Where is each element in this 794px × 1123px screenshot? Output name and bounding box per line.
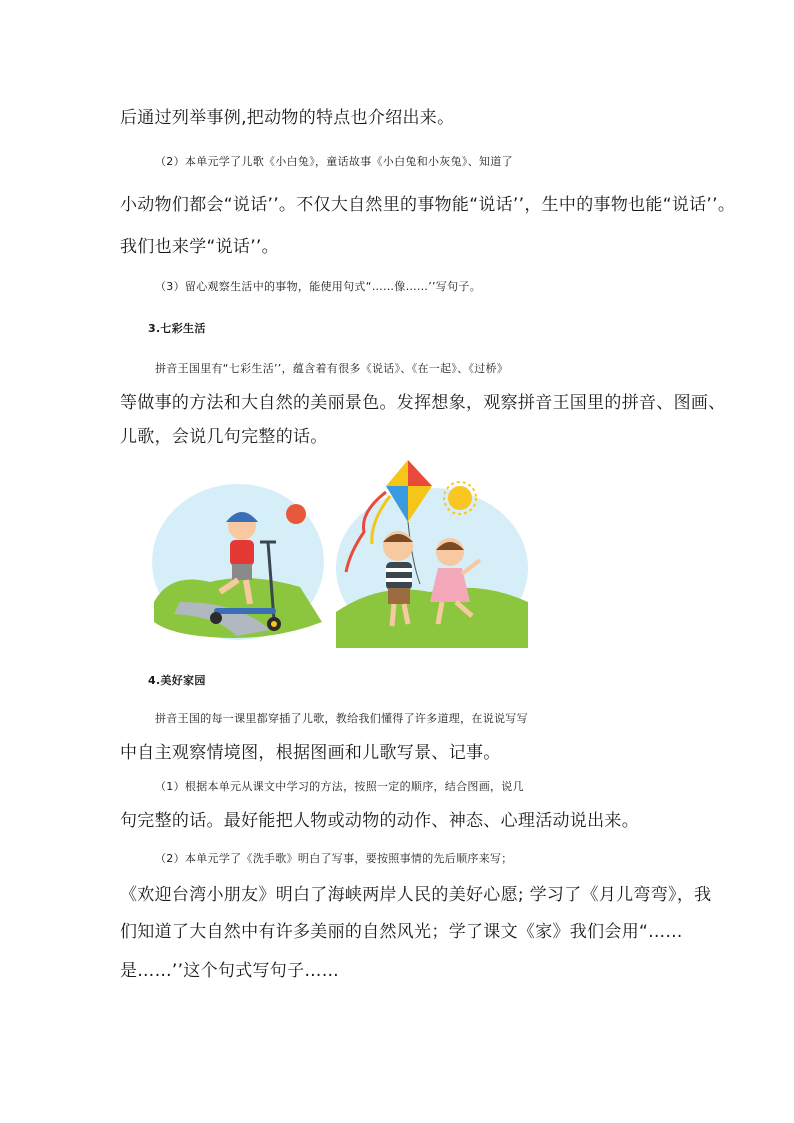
scooter-scene xyxy=(152,484,324,640)
paragraph-line: 儿歌，会说几句完整的话。 xyxy=(120,427,328,447)
paragraph-line: 拼音王国的每一课里都穿插了儿歌，教给我们懂得了许多道理，在说说写写 xyxy=(155,712,528,725)
paragraph-line: （2）本单元学了儿歌《小白兔》，童话故事《小白兔和小灰兔》、知道了 xyxy=(155,155,513,168)
section-heading: 4.美好家园 xyxy=(148,674,206,687)
children-playing-illustration xyxy=(150,452,528,648)
paragraph-line: 句完整的话。最好能把人物或动物的动作、神态、心理活动说出来。 xyxy=(120,811,639,831)
paragraph-line: （1）根据本单元从课文中学习的方法，按照一定的顺序，结合图画，说几 xyxy=(155,780,524,793)
paragraph-line: 等做事的方法和大自然的美丽景色。发挥想象，观察拼音王国里的拼音、图画、 xyxy=(120,393,726,413)
paragraph-line: 拼音王国里有“七彩生活’’，蕴含着有很多《说话》、《在一起》、《过桥》 xyxy=(155,362,509,375)
paragraph-line: （2）本单元学了《洗手歌》明白了写事，要按照事情的先后顺序来写； xyxy=(155,852,513,865)
kite-scene xyxy=(336,460,528,648)
sun-icon xyxy=(286,504,306,524)
paragraph-line: 《欢迎台湾小朋友》明白了海峡两岸人民的美好心愿; 学习了《月儿弯弯》，我 xyxy=(120,885,712,905)
paragraph-line: 我们也来学“说话’’。 xyxy=(120,237,279,257)
paragraph-line: （3）留心观察生活中的事物，能使用句式“……像……’’写句子。 xyxy=(155,280,481,293)
section-heading: 3.七彩生活 xyxy=(148,322,206,335)
sun-icon xyxy=(444,482,476,514)
paragraph-line: 小动物们都会“说话’’。不仅大自然里的事物能“说话’’，生中的事物也能“说话’’。 xyxy=(120,195,736,215)
paragraph-line: 后通过列举事例,把动物的特点也介绍出来。 xyxy=(120,108,455,128)
paragraph-line: 们知道了大自然中有许多美丽的自然风光；学了课文《家》我们会用“…… xyxy=(120,922,683,942)
paragraph-line: 是……’’这个句式写句子…… xyxy=(120,961,340,981)
paragraph-line: 中自主观察情境图，根据图画和儿歌写景、记事。 xyxy=(120,743,501,763)
